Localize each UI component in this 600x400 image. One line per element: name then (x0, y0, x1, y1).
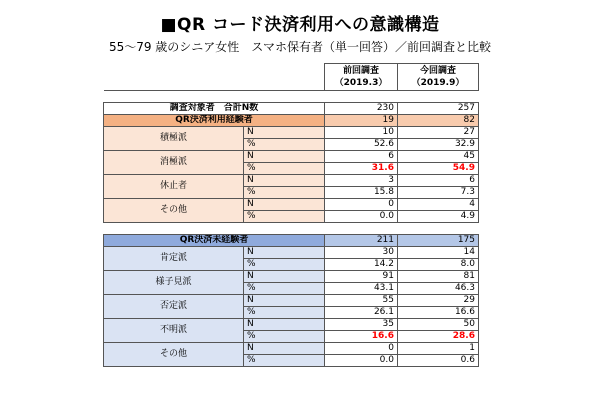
pct-curr-value: 46.3 (398, 283, 479, 295)
n-prev-value: 6 (325, 151, 398, 163)
pct-prev-value: 0.0 (325, 211, 398, 223)
page-title: ■QR コード決済利用への意識構造 (160, 15, 440, 35)
n-prev-value: 0 (325, 343, 398, 355)
table-row (104, 175, 479, 187)
survey-table (103, 63, 479, 367)
pct-prev-value: 0.0 (325, 355, 398, 367)
section-b-label: QR決済未経験者 (104, 235, 325, 247)
n-curr-value: 45 (398, 151, 479, 163)
pct-prev-value: 52.6 (325, 139, 398, 151)
table-row (104, 319, 479, 331)
category-label: 様子見派 (104, 271, 244, 295)
pct-prev-value: 31.6 (325, 163, 398, 175)
section-b-prev: 211 (325, 235, 398, 247)
n-prev-value: 35 (325, 319, 398, 331)
pct-curr-value: 4.9 (398, 211, 479, 223)
unit-pct-label: % (244, 211, 325, 223)
n-curr-value: 14 (398, 247, 479, 259)
n-prev-value: 10 (325, 127, 398, 139)
unit-pct-label: % (244, 163, 325, 175)
unit-n-label: N (244, 319, 325, 331)
unit-n-label: N (244, 151, 325, 163)
n-curr-value: 29 (398, 295, 479, 307)
column-header-prev-label: 前回調査 （2019.3） (334, 66, 388, 88)
category-label: 否定派 (104, 295, 244, 319)
unit-pct-label: % (244, 187, 325, 199)
n-prev-value: 3 (325, 175, 398, 187)
section-b-header-row (104, 235, 479, 247)
unit-n-label: N (244, 271, 325, 283)
section-a-label: QR決済利用経験者 (104, 115, 325, 127)
category-label: 不明派 (104, 319, 244, 343)
unit-pct-label: % (244, 331, 325, 343)
table-row (104, 343, 479, 355)
table-row (104, 271, 479, 283)
column-header-curr-label: 今回調査 （2019.9） (411, 66, 465, 88)
n-prev-value: 55 (325, 295, 398, 307)
category-label: その他 (104, 343, 244, 367)
unit-pct-label: % (244, 259, 325, 271)
unit-pct-label: % (244, 139, 325, 151)
spacer-row (104, 91, 479, 103)
unit-pct-label: % (244, 283, 325, 295)
n-prev-value: 91 (325, 271, 398, 283)
total-label: 調査対象者 合計N数 (104, 103, 325, 115)
pct-curr-value: 0.6 (398, 355, 479, 367)
pct-prev-value: 26.1 (325, 307, 398, 319)
column-header-curr (398, 64, 479, 91)
unit-n-label: N (244, 127, 325, 139)
section-a-header-row (104, 115, 479, 127)
table-row (104, 295, 479, 307)
unit-pct-label: % (244, 307, 325, 319)
n-curr-value: 50 (398, 319, 479, 331)
category-label: 肯定派 (104, 247, 244, 271)
n-curr-value: 6 (398, 175, 479, 187)
n-prev-value: 0 (325, 199, 398, 211)
page-subtitle: 55～79 歳のシニア女性 スマホ保有者（単一回答）／前回調査と比較 (108, 40, 492, 54)
table-row (104, 127, 479, 139)
unit-pct-label: % (244, 355, 325, 367)
table-row (104, 151, 479, 163)
unit-n-label: N (244, 247, 325, 259)
unit-n-label: N (244, 295, 325, 307)
total-row (104, 103, 479, 115)
unit-n-label: N (244, 343, 325, 355)
unit-n-label: N (244, 175, 325, 187)
pct-prev-value: 14.2 (325, 259, 398, 271)
pct-curr-value: 54.9 (398, 163, 479, 175)
section-b-curr: 175 (398, 235, 479, 247)
category-label: 休止者 (104, 175, 244, 199)
column-header-row (104, 64, 479, 91)
total-curr: 257 (398, 103, 479, 115)
n-curr-value: 81 (398, 271, 479, 283)
n-curr-value: 27 (398, 127, 479, 139)
pct-curr-value: 7.3 (398, 187, 479, 199)
section-a-curr: 82 (398, 115, 479, 127)
total-prev: 230 (325, 103, 398, 115)
pct-curr-value: 8.0 (398, 259, 479, 271)
category-label: 積極派 (104, 127, 244, 151)
unit-n-label: N (244, 199, 325, 211)
column-header-prev (325, 64, 398, 91)
table-row (104, 199, 479, 211)
n-curr-value: 1 (398, 343, 479, 355)
category-label: その他 (104, 199, 244, 223)
n-prev-value: 30 (325, 247, 398, 259)
section-gap (104, 223, 479, 235)
pct-prev-value: 15.8 (325, 187, 398, 199)
pct-prev-value: 16.6 (325, 331, 398, 343)
category-label: 消極派 (104, 151, 244, 175)
pct-curr-value: 32.9 (398, 139, 479, 151)
section-a-prev: 19 (325, 115, 398, 127)
table-row (104, 247, 479, 259)
n-curr-value: 4 (398, 199, 479, 211)
pct-curr-value: 16.6 (398, 307, 479, 319)
pct-prev-value: 43.1 (325, 283, 398, 295)
pct-curr-value: 28.6 (398, 331, 479, 343)
